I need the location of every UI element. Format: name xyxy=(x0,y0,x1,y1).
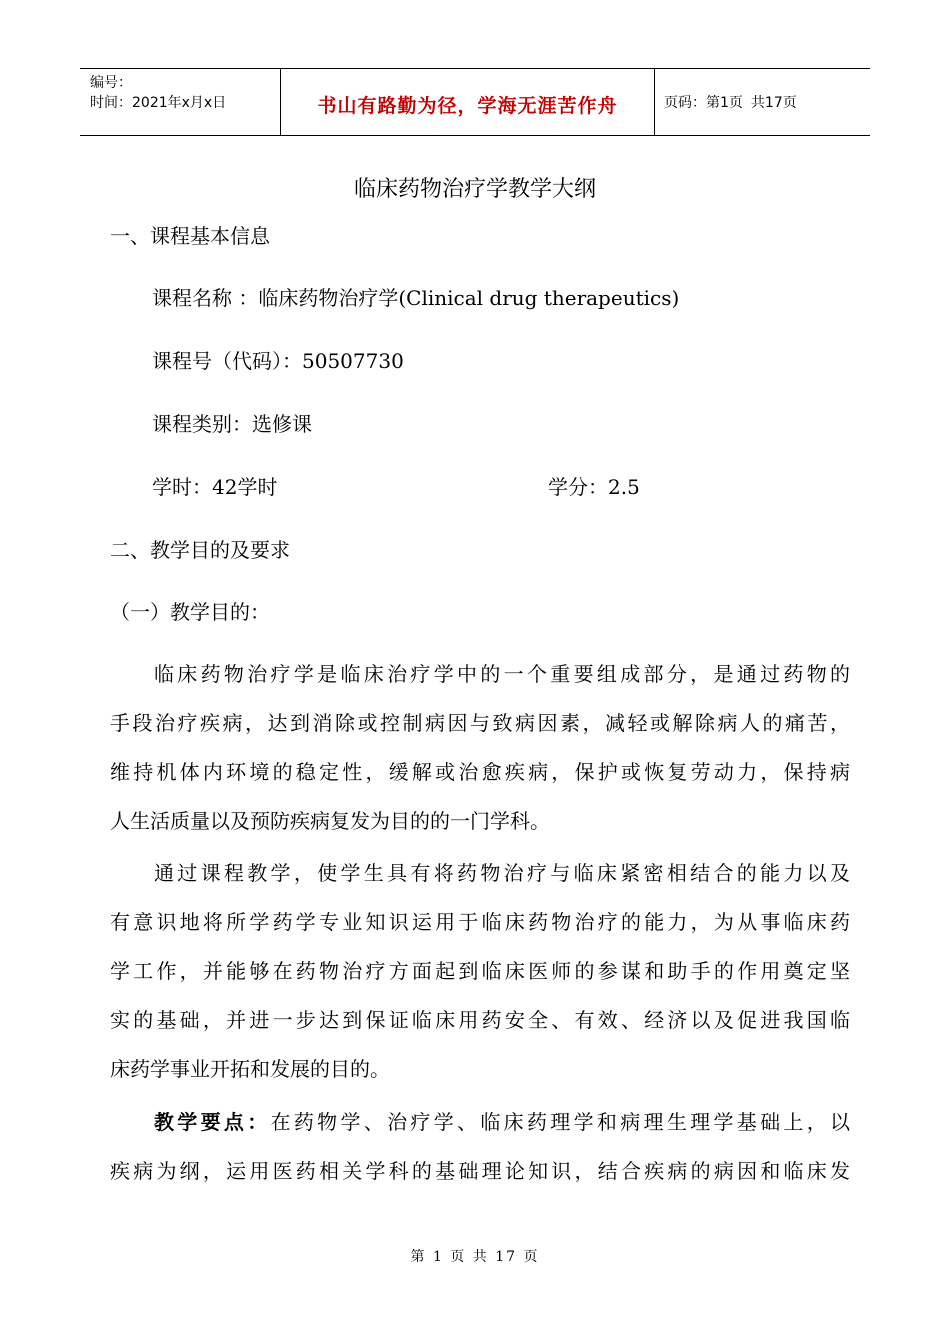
key-points-text: 在药物学、治疗学、临床药理学和病理生理学基础上，以 xyxy=(270,1110,851,1134)
paragraph-line xyxy=(110,1108,850,1157)
paragraph-line: 有意识地将所学药学专业知识运用于临床药物治疗的能力，为从事临床药 xyxy=(110,910,850,934)
header-page-cell xyxy=(655,69,870,135)
course-credits: 学分：2.5 xyxy=(548,475,640,499)
paragraph-line: 通过课程教学，使学生具有将药物治疗与临床紧密相结合的能力以及 xyxy=(154,861,850,885)
course-name: 课程名称 ：临床药物治疗学(Clinical drug therapeutics) xyxy=(152,286,680,310)
motto-text: 书山有路勤为径，学海无涯苦作舟 xyxy=(317,94,618,117)
page-code-total: 共17页 xyxy=(750,95,797,111)
paragraph-line: 手段治疗疾病，达到消除或控制病因与致病因素，减轻或解除病人的痛苦， xyxy=(110,711,850,735)
paragraph-line: 学工作，并能够在药物治疗方面起到临床医师的参谋和助手的作用奠定坚 xyxy=(110,959,850,983)
document-header xyxy=(80,68,870,136)
course-hours: 学时：42学时 xyxy=(152,475,278,499)
key-points-label: 教学要点： xyxy=(154,1110,271,1134)
page-code-label: 页码：第1页 xyxy=(664,95,743,111)
section2-heading: 二、教学目的及要求 xyxy=(110,538,290,562)
paragraph-purpose xyxy=(110,660,850,856)
section2-sub1: （一）教学目的： xyxy=(110,600,270,624)
paragraph-line: 维持机体内环境的稳定性，缓解或治愈疾病，保护或恢复劳动力，保持病 xyxy=(110,760,850,784)
paragraph-line: 人生活质量以及预防疾病复发为目的的一门学科。 xyxy=(110,809,550,833)
paragraph-line: 床药学事业开拓和发展的目的。 xyxy=(110,1057,390,1081)
paragraph-line: 疾病为纲，运用医药相关学科的基础理论知识，结合疾病的病因和临床发 xyxy=(110,1159,850,1183)
document-title: 临床药物治疗学教学大纲 xyxy=(353,177,596,202)
paragraph-goals xyxy=(110,859,850,1104)
course-type: 课程类别：选修课 xyxy=(152,412,312,436)
course-code: 课程号（代码）：50507730 xyxy=(152,349,404,373)
page-footer: 第 1 页 共 17 页 xyxy=(410,1249,540,1265)
header-motto-cell xyxy=(281,69,655,135)
serial-label: 编号： xyxy=(90,75,132,91)
paragraph-line: 实的基础，并进一步达到保证临床用药安全、有效、经济以及促进我国临 xyxy=(110,1008,850,1032)
paragraph-key-points xyxy=(110,1108,850,1206)
paragraph-line: 临床药物治疗学是临床治疗学中的一个重要组成部分，是通过药物的 xyxy=(154,662,850,686)
header-meta-cell xyxy=(80,69,281,135)
section1-heading: 一、课程基本信息 xyxy=(110,224,270,248)
time-label: 时间：2021年x月x日 xyxy=(90,95,227,111)
